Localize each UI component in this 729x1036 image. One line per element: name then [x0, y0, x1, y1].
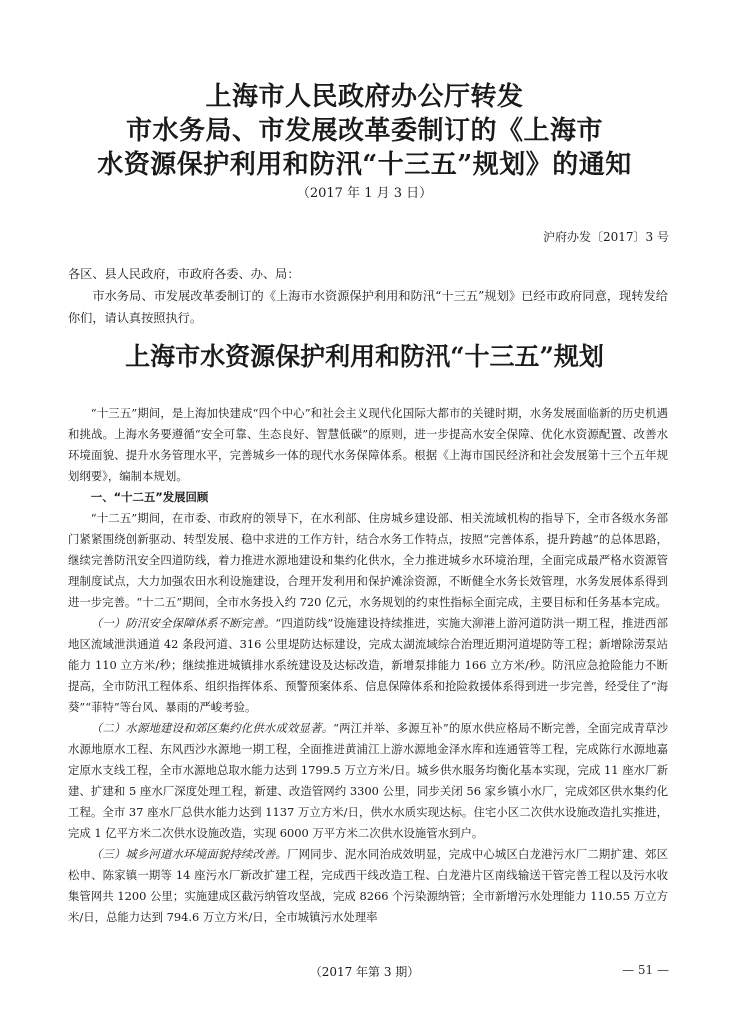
- subsection-river-environment: [68, 844, 668, 928]
- notice-title-line-1: 上海市人民政府办公厅转发: [205, 82, 524, 112]
- plan-title: 上海市水资源保护利用和防汛“十三五”规划: [125, 342, 604, 371]
- plan-body: [68, 403, 668, 928]
- document-number: 沪府办发〔2017〕3 号: [543, 230, 669, 244]
- section-review-paragraph: “十二五”期间，在市委、市政府的领导下，在水利部、住房城乡建设部、相关流域机构的指导下，全市各级水务部门紧紧围绕创新驱动、转型发展、稳中求进的工作方针，结合水务工作特点，按照“完善体系，提升跨越”的总体思路，继续完善防汛安全四道防线，着力推进水源地建设和集约化供水，全力推进城乡水环境治理，全面完成最严格水资源管理制度试点，大力加强农田水利设施建设，合理开发利用和保护滩涂资源，不断健全水务长效管理，水务发展体系得到进一步完善。“十二五”期间，全市水务投入约 720 亿元，水务规划的约束性指标全面完成，主要目标和任务基本完成。: [68, 511, 668, 609]
- subsection-heading-water-source: （二）水源地建设和郊区集约化供水成效显著。: [90, 721, 334, 735]
- notice-paragraph: 市水务局、市发展改革委制订的《上海市水资源保护利用和防汛“十三五”规划》已经市政府同意，现转发给你们，请认真按照执行。: [68, 289, 668, 326]
- footer-issue: （2017 年第 3 期）: [309, 965, 420, 979]
- subsection-text-flood-control: “四道防线”设施建设持续推进，实施大泖港上游河道防洪一期工程，推进西部地区流域泄洪通道 42 条段河道、316 公里堤防达标建设，完成太湖流域综合治理近期河道堤防等工程；新增除涝泵站能力 110 立方米/秒；继续推进城镇排水系统建设及达标改造，新增泵排能力 166 立方米/秒。防汛应急抢险能力不断提高，全市防汛工程体系、组织指挥体系、预警预案体系、信息保障体系和抢险救援体系得到进一步完善，经受住了“海葵”“菲特”等台风、暴雨的严峻考验。: [68, 616, 668, 714]
- subsection-flood-control: [68, 613, 668, 718]
- notice-title-line-3: 水资源保护利用和防汛“十三五”规划》的通知: [97, 150, 632, 180]
- footer-page-number: — 51 —: [622, 963, 669, 977]
- subsection-heading-river-environment: （三）城乡河道水环境面貌持续改善。: [90, 847, 288, 861]
- notice-title-block: [0, 80, 729, 204]
- salutation: 各区、县人民政府，市政府各委、办、局：: [68, 267, 300, 281]
- section-heading-review: 一、“十二五”发展回顾: [90, 490, 209, 504]
- notice-body: [68, 263, 668, 330]
- notice-title-line-2: 市水务局、市发展改革委制订的《上海市: [125, 116, 603, 146]
- notice-date: （2017 年 1 月 3 日）: [296, 186, 433, 201]
- subsection-text-river-environment: 厂网同步、泥水同治成效明显，完成中心城区白龙港污水厂二期扩建、郊区松申、陈家镇一期等 14 座污水厂新改扩建工程，完成西干线改造工程、白龙港片区南线输送干管完善工程以及污水收集管网共 1200 公里；实施建成区截污纳管攻坚战，完成 8266 个污染源纳管；全市新增污水处理能力 110.55 万立方米/日，总能力达到 794.6 万立方米/日，全市城镇污水处理率: [68, 847, 668, 924]
- subsection-water-source: [68, 718, 668, 844]
- plan-intro-paragraph: “十三五”期间，是上海加快建成“四个中心”和社会主义现代化国际大都市的关键时期，水务发展面临新的历史机遇和挑战。上海水务要遵循“安全可靠、生态良好、智慧低碳”的原则，进一步提高水安全保障、优化水资源配置、改善水环境面貌、提升水务管理水平，完善城乡一体的现代水务保障体系。根据《上海市国民经济和社会发展第十三个五年规划纲要》，编制本规划。: [68, 406, 668, 483]
- subsection-heading-flood-control: （一）防汛安全保障体系不断完善。: [90, 616, 276, 630]
- subsection-text-water-source: “两江并举、多源互补”的原水供应格局不断完善，全面完成青草沙水源地原水工程、东风西沙水源地一期工程，全面推进黄浦江上游水源地金泽水库和连通管等工程，完成陈行水源地嘉定原水支线工程，全市水源地总取水能力达到 1799.5 万立方米/日。城乡供水服务均衡化基本实现，完成 11 座水厂新建、扩建和 5 座水厂深度处理工程，新建、改造管网约 3300 公里，同步关闭 56 家乡镇小水厂，完成郊区供水集约化工程。全市 37 座水厂总供水能力达到 1137 万立方米/日，供水水质实现达标。住宅小区二次供水设施改造扎实推进，完成 1 亿平方米二次供水设施改造，实现 6000 万平方米二次供水设施管水到户。: [68, 721, 668, 840]
